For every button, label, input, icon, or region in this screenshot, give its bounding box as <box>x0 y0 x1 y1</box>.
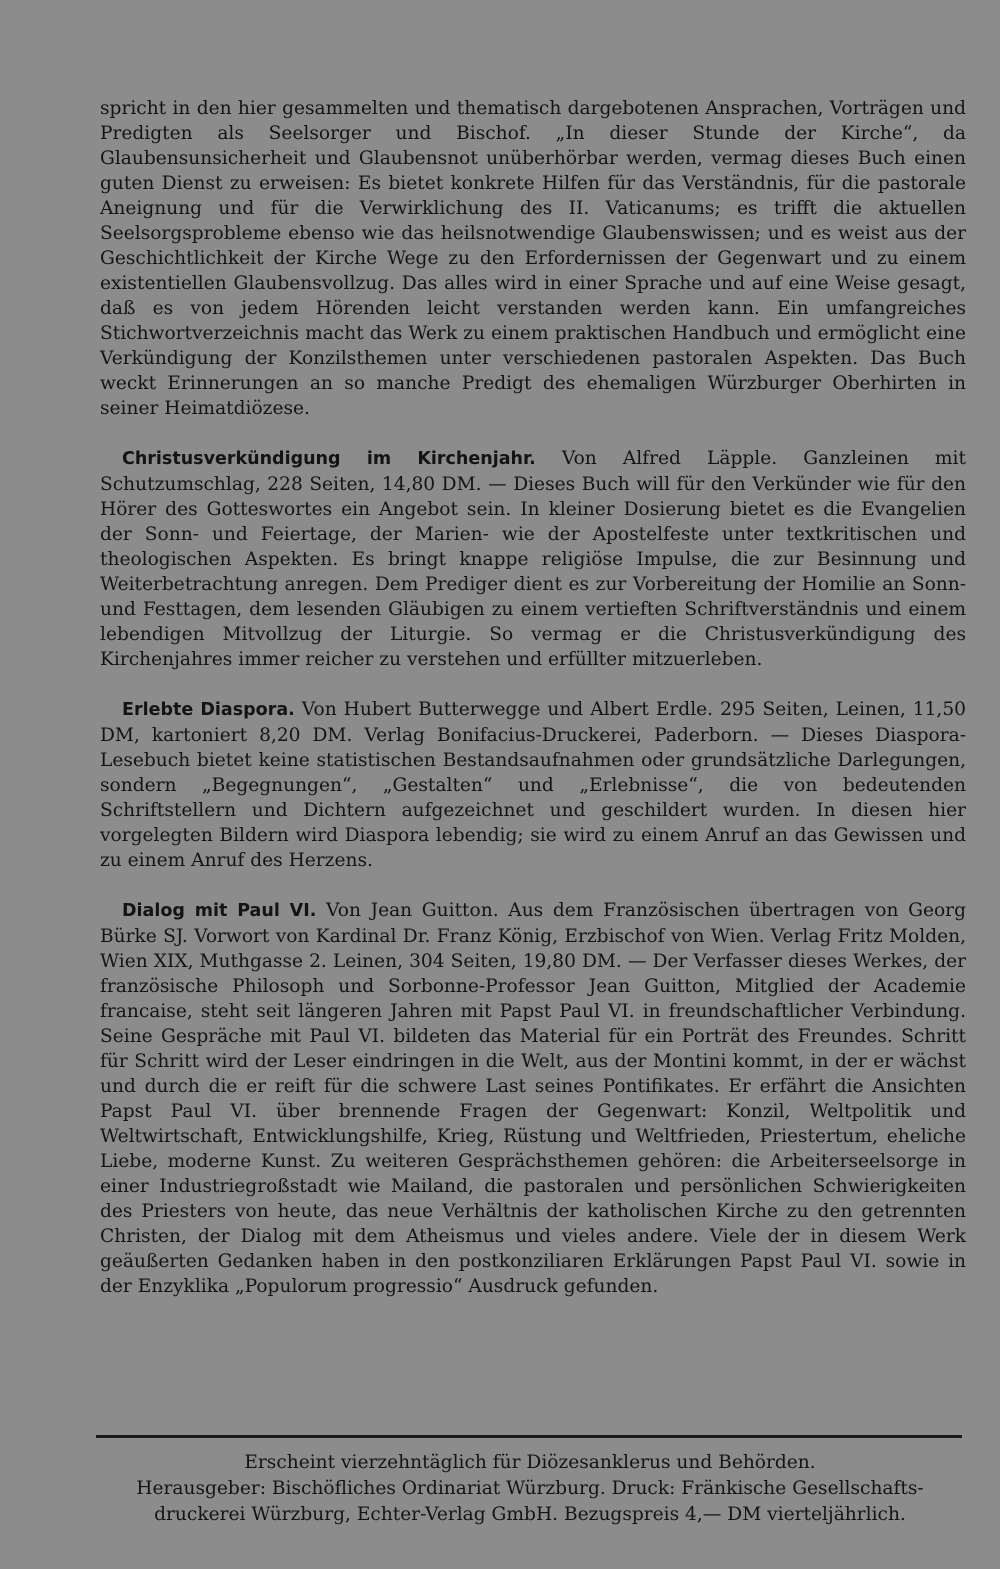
entry-text: Von Jean Guitton. Aus dem Französischen übertragen von Georg Bürke SJ. Vorwort von Kardinal Dr. Franz König, Erzbischof von Wien. Verlag Fritz Molden, Wien XIX, Muthgasse 2. Leinen, 304 Seiten, 19,80 DM. — Der Verfasser dieses Werkes, der französische Philosoph und Sorbonne-Professor Jean Guitton, Mitglied der Academie francaise, steht seit längeren Jahren mit Papst Paul VI. in freundschaftlicher Verbindung. Seine Gespräche mit Paul VI. bildeten das Material für ein Porträt des Freundes. Schritt für Schritt wird der Leser eindringen in die Welt, aus der Montini kommt, in der er wächst und durch die er reift für die schwere Last seines Pontifikates. Er erfährt die Ansichten Papst Paul VI. über brennende Fragen der Gegenwart: Konzil, Weltpolitik und Weltwirtschaft, Entwicklungshilfe, Krieg, Rüstung und Weltfrieden, Priestertum, eheliche Liebe, moderne Kunst. Zu weiteren Gesprächsthemen gehören: die Arbeiterseelsorge in einer Industriegroßstadt wie Mailand, die pastoralen und persönlichen Schwierigkeiten des Priesters von heute, das neue Verhältnis der katholischen Kirche zu den getrennten Christen, der Dialog mit dem Atheismus und vieles andere. Viele der in diesem Werk geäußerten Gedanken haben in den postkonziliaren Erklärungen Papst Paul VI. sowie in der Enzyklika „Populorum progressio“ Ausdruck gefunden. <box>100 900 966 1297</box>
review-entry-christusverkuendigung <box>100 446 966 672</box>
review-column <box>100 96 966 1324</box>
entry-text: Von Alfred Läpple. Ganzleinen mit Schutzumschlag, 228 Seiten, 14,80 DM. — Dieses Buch will für den Verkünder wie für den Hörer des Gotteswortes ein Angebot sein. In kleiner Dosierung bietet es die Evangelien der Sonn- und Feiertage, der Marien- wie der Apostelfeste unter textkritischen und theologischen Aspekten. Es bringt knappe religiöse Impulse, die zur Besinnung und Weiterbetrachtung anregen. Dem Prediger dient es zur Vorbereitung der Homilie an Sonn- und Festtagen, dem lesenden Gläubigen zu einem vertieften Schriftverständnis und einem lebendigen Mitvollzug der Liturgie. So vermag er die Christusverkündigung des Kirchenjahres immer reicher zu verstehen und erfüllter mitzuerleben. <box>100 448 966 670</box>
footer-line-1: Erscheint vierzehntäglich für Diözesanklerus und Behörden. <box>244 1452 816 1473</box>
footer-line-2: Herausgeber: Bischöfliches Ordinariat Würzburg. Druck: Fränkische Gesellschafts- <box>136 1478 924 1499</box>
entry-text: Von Hubert Butterwegge und Albert Erdle. 295 Seiten, Leinen, 11,50 DM, kartoniert 8,20 DM. Verlag Bonifacius-Druckerei, Paderborn. — Dieses Diaspora-Lesebuch bietet keine statistischen Bestandsaufnahmen oder grundsätzliche Darlegungen, sondern „Begegnungen“, „Gestalten“ und „Erlebnisse“, die von bedeutenden Schriftstellern und Dichtern aufgezeichnet und geschildert wurden. In diesen hier vorgelegten Bildern wird Diaspora lebendig; sie wird zu einem Anruf an das Gewissen und zu einem Anruf des Herzens. <box>100 699 966 871</box>
review-entry-erlebte-diaspora <box>100 697 966 873</box>
intro-paragraph: spricht in den hier gesammelten und thematisch dargebotenen Ansprachen, Vorträgen und Predigten als Seelsorger und Bischof. „In dieser Stunde der Kirche“, da Glaubensunsicherheit und Glaubensnot unüberhörbar werden, vermag dieses Buch einen guten Dienst zu erweisen: Es bietet konkrete Hilfen für das Verständnis, für die pastorale Aneignung und für die Verwirklichung des II. Vaticanums; es trifft die aktuellen Seelsorgsprobleme ebenso wie das heilsnotwendige Glaubenswissen; und es weist aus der Geschichtlichkeit der Kirche Wege zu den Erfordernissen der Gegenwart und zu einem existentiellen Glaubensvollzug. Das alles wird in einer Sprache und auf eine Weise gesagt, daß es von jedem Hörenden leicht verstanden werden kann. Ein umfangreiches Stichwortverzeichnis macht das Werk zu einem praktischen Handbuch und ermöglicht eine Verkündigung der Konzilsthemen unter verschiedenen pastoralen Aspekten. Das Buch weckt Erinnerungen an so manche Predigt des ehemaligen Würzburger Oberhirten in seiner Heimatdiözese. <box>100 98 966 419</box>
footer-line-3: druckerei Würzburg, Echter-Verlag GmbH. Bezugspreis 4,— DM vierteljährlich. <box>154 1504 906 1525</box>
review-entry-dialog-mit-paul <box>100 898 966 1299</box>
imprint-footer <box>90 1450 970 1528</box>
entry-title: Dialog mit Paul VI. <box>122 901 317 921</box>
footer-divider <box>96 1435 962 1438</box>
entry-title: Erlebte Diaspora. <box>122 700 295 720</box>
entry-title: Christusverkündigung im Kirchenjahr. <box>122 449 536 469</box>
